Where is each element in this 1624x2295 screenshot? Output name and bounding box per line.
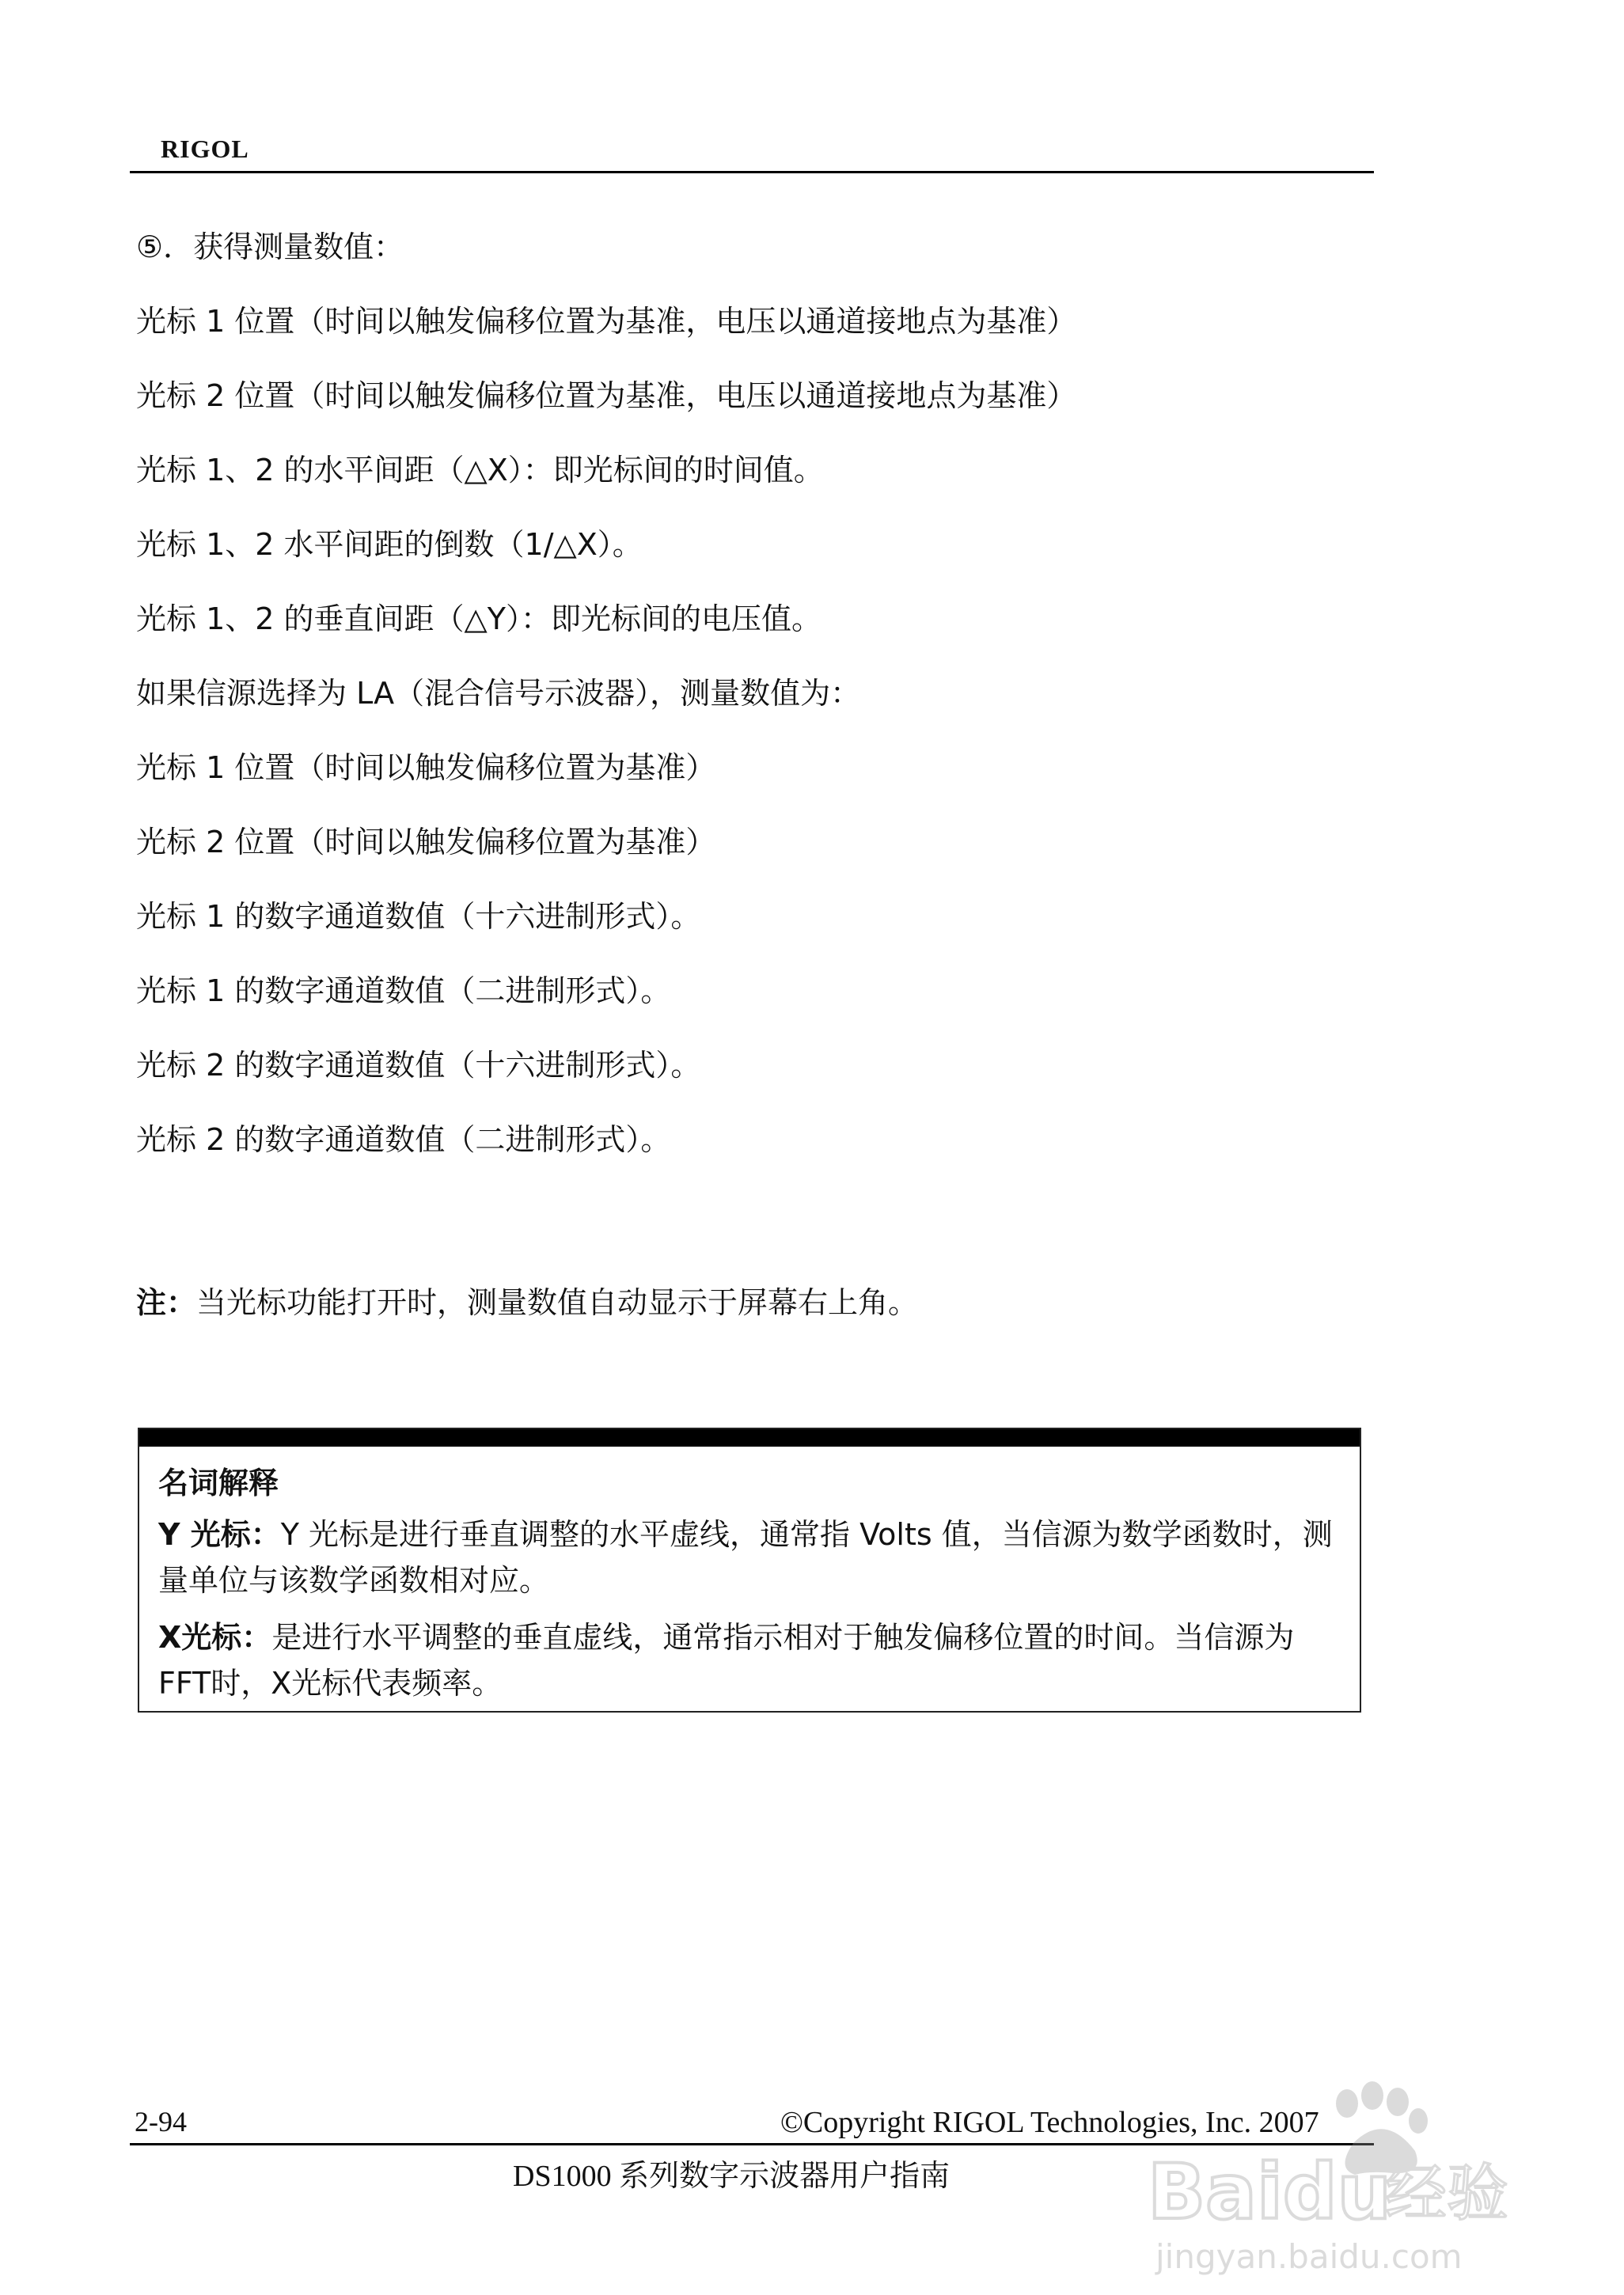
glossary-y-text: Y 光标是进行垂直调整的水平虚线，通常指 Volts 值，当信源为数学函数时，测量单位与该数学函数相对应。 <box>158 1517 1333 1598</box>
text-line-la-cursor1-position: 光标 1 位置（时间以触发偏移位置为基准） <box>136 750 716 785</box>
copyright: ©Copyright RIGOL Technologies, Inc. 2007 <box>780 2106 1319 2139</box>
glossary-title: 名词解释 <box>158 1466 279 1500</box>
glossary-y-cursor <box>158 1512 1342 1603</box>
text-line-cursor2-hex: 光标 2 的数字通道数值（十六进制形式）。 <box>136 1048 701 1083</box>
note <box>136 1278 918 1322</box>
text-line-cursor2-position: 光标 2 位置（时间以触发偏移位置为基准，电压以通道接地点为基准） <box>136 378 1077 413</box>
note-label: 注： <box>136 1285 197 1320</box>
text-line-reciprocal: 光标 1、2 水平间距的倒数（1/△X）。 <box>136 527 643 562</box>
glossary-y-term: Y 光标： <box>158 1517 281 1552</box>
footer-subtitle: DS1000 系列数字示波器用户指南 <box>513 2160 950 2193</box>
watermark-url: jingyan.baidu.com <box>1155 2237 1463 2276</box>
text-line-delta-x: 光标 1、2 的水平间距（△X）：即光标间的时间值。 <box>136 453 824 487</box>
watermark-brand: Baidu <box>1148 2148 1391 2236</box>
header-rule <box>130 171 1374 173</box>
glossary-x-term: X光标： <box>158 1620 272 1655</box>
glossary-x-cursor <box>158 1614 1342 1706</box>
text-line-cursor2-bin: 光标 2 的数字通道数值（二进制形式）。 <box>136 1122 671 1157</box>
header-brand: RIGOL <box>161 135 249 163</box>
glossary-top-bar <box>139 1429 1360 1447</box>
text-line-step5: ⑤．获得测量数值： <box>136 230 404 264</box>
text-line-la-cursor2-position: 光标 2 位置（时间以触发偏移位置为基准） <box>136 825 716 859</box>
text-line-delta-y: 光标 1、2 的垂直间距（△Y）：即光标间的电压值。 <box>136 601 821 636</box>
note-text: 当光标功能打开时，测量数值自动显示于屏幕右上角。 <box>196 1285 919 1320</box>
text-line-cursor1-position: 光标 1 位置（时间以触发偏移位置为基准，电压以通道接地点为基准） <box>136 304 1077 339</box>
watermark-label: 经验 <box>1385 2158 1509 2229</box>
text-line-la-source: 如果信源选择为 LA（混合信号示波器），测量数值为： <box>136 676 861 711</box>
glossary-x-text: 是进行水平调整的垂直虚线，通常指示相对于触发偏移位置的时间。当信源为FFT时，X光标代表频率。 <box>158 1620 1295 1701</box>
text-line-cursor1-hex: 光标 1 的数字通道数值（十六进制形式）。 <box>136 899 701 934</box>
text-line-cursor1-bin: 光标 1 的数字通道数值（二进制形式）。 <box>136 973 671 1008</box>
body-text <box>136 228 1371 1195</box>
glossary-box <box>138 1428 1361 1713</box>
page-number: 2-94 <box>135 2106 187 2138</box>
baidu-jingyan-watermark <box>1124 2080 1567 2278</box>
